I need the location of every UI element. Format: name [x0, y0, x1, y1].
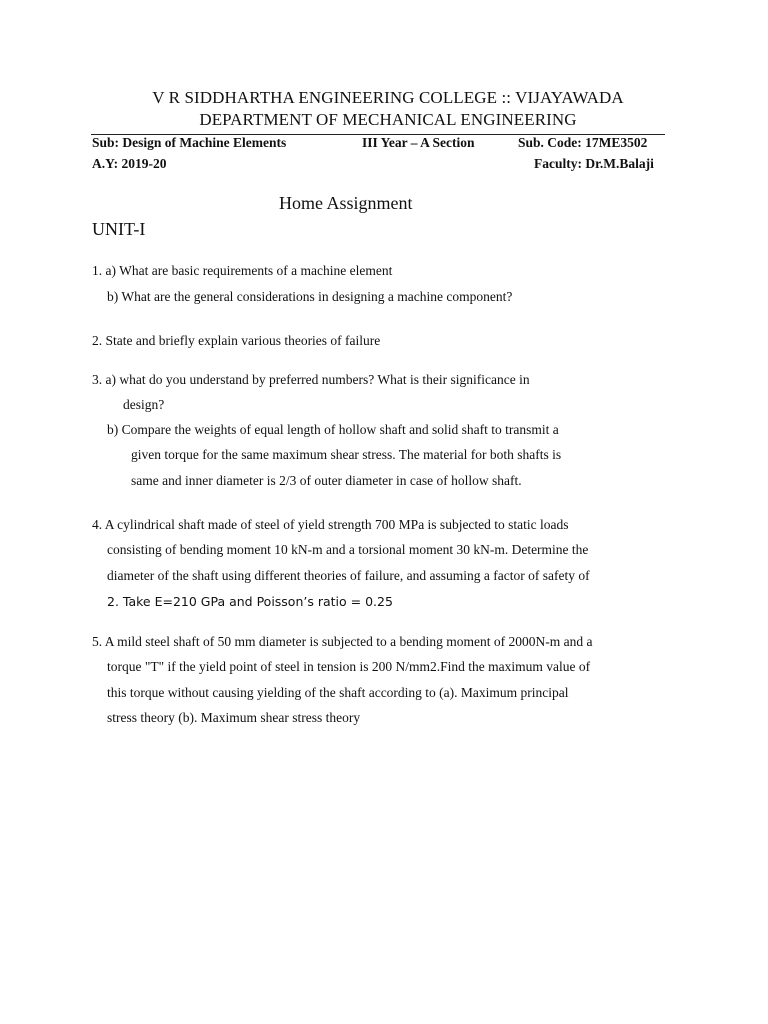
question-5-line-3: this torque without causing yielding of the shaft according to (a). Maximum principal	[107, 685, 569, 700]
assignment-title: Home Assignment	[279, 193, 413, 213]
question-4-line-4: 2. Take E=210 GPa and Poisson’s ratio = 0.25	[107, 594, 393, 609]
faculty-label: Faculty: Dr.M.Balaji	[534, 156, 654, 171]
question-3b-line-2: given torque for the same maximum shear stress. The material for both shafts is	[131, 447, 562, 462]
question-3b-line-1: b) Compare the weights of equal length of hollow shaft and solid shaft to transmit a	[107, 422, 559, 437]
question-5-line-2: torque "T" if the yield point of steel in tension is 200 N/mm2.Find the maximum value of	[107, 659, 591, 674]
academic-year-label: A.Y: 2019-20	[92, 156, 167, 171]
question-3b-line-3: same and inner diameter is 2/3 of outer diameter in case of hollow shaft.	[131, 473, 522, 488]
year-section-label: III Year – A Section	[362, 135, 475, 150]
question-2: 2. State and briefly explain various theories of failure	[92, 333, 381, 348]
question-4-line-2: consisting of bending moment 10 kN-m and a torsional moment 30 kN-m. Determine the	[107, 542, 589, 557]
college-name: V R SIDDHARTHA ENGINEERING COLLEGE :: VIJAYAWADA	[152, 88, 624, 107]
question-3a-line-1: 3. a) what do you understand by preferred numbers? What is their significance in	[92, 372, 530, 387]
question-5-line-1: 5. A mild steel shaft of 50 mm diameter is subjected to a bending moment of 2000N-m and a	[92, 634, 593, 649]
question-4-line-1: 4. A cylindrical shaft made of steel of yield strength 700 MPa is subjected to static loads	[92, 517, 569, 532]
question-3a-line-2: design?	[123, 397, 165, 412]
unit-heading: UNIT-I	[92, 219, 146, 239]
question-1b: b) What are the general considerations in designing a machine component?	[107, 289, 513, 304]
subject-label: Sub: Design of Machine Elements	[92, 135, 287, 150]
question-4-line-3: diameter of the shaft using different theories of failure, and assuming a factor of safety of	[107, 568, 590, 583]
question-1a: 1. a) What are basic requirements of a machine element	[92, 263, 393, 278]
sub-code-label: Sub. Code: 17ME3502	[518, 135, 648, 150]
question-5-line-4: stress theory (b). Maximum shear stress theory	[107, 710, 361, 725]
department-name: DEPARTMENT OF MECHANICAL ENGINEERING	[199, 110, 577, 129]
